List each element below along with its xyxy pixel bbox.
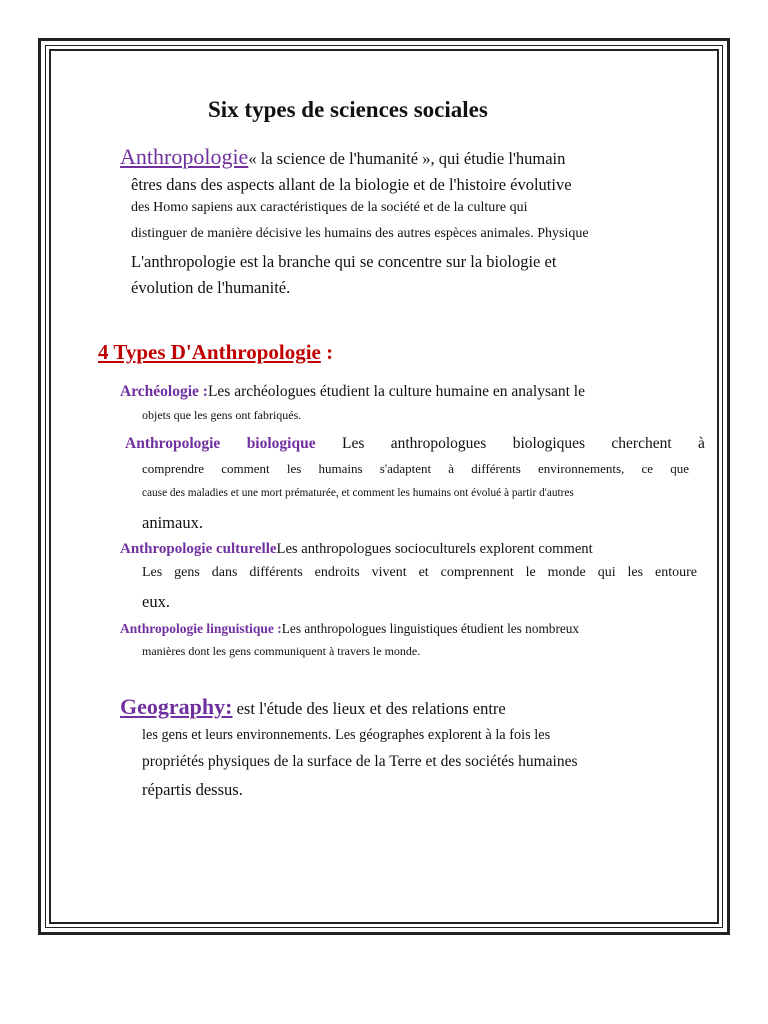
bio-word: à <box>448 461 455 476</box>
cultural-line-1 <box>120 540 593 558</box>
document-title: Six types de sciences sociales <box>208 97 488 122</box>
bio-word: humains <box>318 461 363 476</box>
cultural-word: comprennent <box>440 565 514 580</box>
cultural-text: Les anthropologues socioculturels explorent comment <box>276 541 593 557</box>
anthropology-line-3: des Homo sapiens aux caractéristiques de la société et de la culture qui <box>131 200 528 215</box>
cultural-word: Les <box>142 565 163 580</box>
bio-word-part: L <box>341 435 352 452</box>
bio-word-part: es <box>351 435 365 452</box>
anthropology-term: Anthropologie <box>120 144 249 169</box>
bio-word: biologiques <box>512 435 586 452</box>
anthropology-line-2: êtres dans des aspects allant de la biologie et de l'histoire évolutive <box>131 175 572 194</box>
bio-term-word: Anthropologie <box>125 435 221 452</box>
archeology-term: Archéologie : <box>120 383 208 400</box>
bio-term-word: biologique <box>246 435 316 452</box>
linguistic-line-2: manières dont les gens communiquent à travers le monde. <box>142 644 421 658</box>
types-heading-colon: : <box>320 340 334 364</box>
cultural-word: les <box>627 565 644 580</box>
geography-line-4: répartis dessus. <box>142 780 243 799</box>
anthropology-line-1 <box>120 144 565 170</box>
bio-line-3: cause des maladies et une mort prématurée, et comment les humains ont évolué à partir d'autres <box>142 487 574 499</box>
bio-word: comment <box>221 461 270 476</box>
anthropology-line-5: L'anthropologie est la branche qui se concentre sur la biologie et <box>131 252 557 271</box>
cultural-word: vivent <box>371 565 407 580</box>
linguistic-term: Anthropologie linguistique : <box>120 621 282 636</box>
cultural-line-3: eux. <box>142 592 170 611</box>
cultural-word: qui <box>597 565 616 580</box>
geography-line-2: les gens et leurs environnements. Les géographes explorent à la fois les <box>142 727 551 743</box>
bio-line-1-justified <box>125 435 705 453</box>
types-heading-label: 4 Types D'Anthropologie <box>98 340 321 364</box>
bio-line-1 <box>120 435 705 453</box>
anthropology-line-4: distinguer de manière décisive les humains des autres espèces animales. Physique <box>131 226 589 241</box>
geography-term: Geography: <box>120 694 233 719</box>
bio-line-2 <box>142 461 689 477</box>
cultural-word: différents <box>249 565 303 580</box>
cultural-line-2 <box>142 565 697 581</box>
anthropology-line-6: évolution de l'humanité. <box>131 278 291 297</box>
bio-word: différents <box>471 461 521 476</box>
cultural-word: gens <box>174 565 200 580</box>
cultural-word: dans <box>211 565 238 580</box>
bio-word: à <box>698 435 705 452</box>
anthropology-text: « la science de l'humanité », qui étudie l'humain <box>248 149 566 168</box>
archeology-line-1 <box>120 383 585 401</box>
bio-word: anthropologues <box>390 435 487 452</box>
bio-word: s'adaptent <box>379 461 432 476</box>
archeology-line-2: objets que les gens ont fabriqués. <box>142 408 302 422</box>
archeology-text: Les archéologues étudient la culture humaine en analysant le <box>207 383 585 400</box>
bio-word: ce <box>641 461 654 476</box>
linguistic-text: Les anthropologues linguistiques étudient les nombreux <box>281 621 580 636</box>
bio-word: comprendre <box>142 461 205 476</box>
cultural-word: entoure <box>655 565 697 580</box>
geography-line-1 <box>120 694 506 720</box>
bio-word: environnements, <box>538 461 625 476</box>
bio-word: que <box>670 461 689 476</box>
geography-text: est l'étude des lieux et des relations entre <box>232 699 506 718</box>
cultural-word: endroits <box>314 565 360 580</box>
linguistic-line-1 <box>120 620 579 638</box>
cultural-term: Anthropologie culturelle <box>120 541 277 557</box>
cultural-word: le <box>525 565 536 580</box>
bio-word: cherchent <box>611 435 672 452</box>
cultural-word: et <box>418 565 429 580</box>
types-heading <box>98 340 333 365</box>
bio-word: les <box>286 461 302 476</box>
bio-line-4: animaux. <box>142 513 203 532</box>
bio-word <box>342 435 364 453</box>
geography-line-3: propriétés physiques de la surface de la Terre et des sociétés humaines <box>142 753 578 770</box>
cultural-word: monde <box>547 565 586 580</box>
